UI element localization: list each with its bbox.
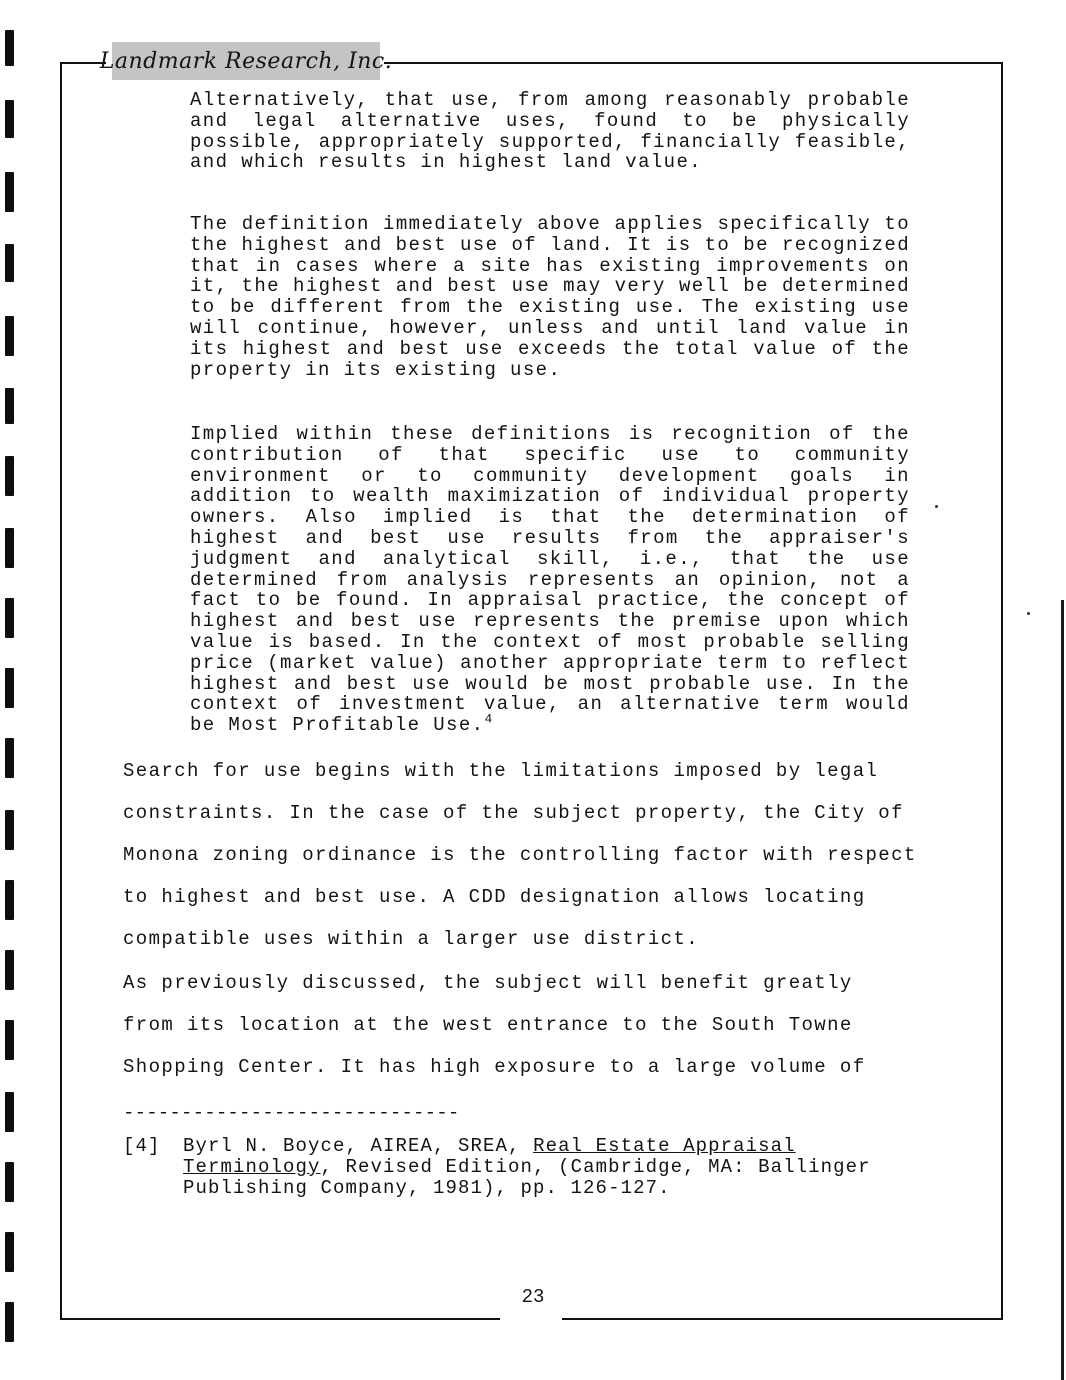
page-number: 23 — [521, 1286, 545, 1308]
definition-note-paragraph: The definition immediately above applies specifically to the highest and best use of land. It is to be recognized that in cases where a site has existing improvements on it, the highest and best use may very well be determined to be different from the existing use. The existing use will continue, however, unless and until land value in its highest and best use exceeds the total value of the property in its existing use. — [190, 213, 910, 381]
binding-hole — [5, 1302, 14, 1342]
scan-speck — [1027, 612, 1030, 615]
body-line: to highest and best use. A CDD designation allows locating — [123, 886, 866, 908]
body-line: Monona zoning ordinance is the controlling factor with respect — [123, 844, 917, 866]
binding-hole — [5, 880, 14, 920]
binding-hole — [5, 30, 14, 66]
footnote-number: [4] — [123, 1135, 161, 1157]
binding-hole — [5, 950, 14, 990]
page-edge-shadow — [1061, 600, 1064, 1380]
implications-text: Implied within these definitions is recognition of the contribution of that specific use to community environment or to community development goals in addition to wealth maximization of individual property owners. Also implied is that the determination of highest and best use results from the appraiser's judgment and analytical skill, i.e., that the use determined from analysis represents an opinion, not a fact to be found. In appraisal practice, the concept of highest and best use represents the premise upon which value is based. In the context of most probable selling price (market value) another appropriate term to reflect highest and best use would be most probable use. In the context of investment value, an alternative term would be Most Profitable Use. — [190, 423, 910, 737]
footnote-citation — [183, 1136, 903, 1199]
binding-hole — [5, 100, 14, 138]
binding-hole — [5, 668, 14, 708]
company-logo — [99, 42, 393, 80]
body-line: from its location at the west entrance to the South Towne — [123, 1014, 853, 1036]
binding-hole — [5, 456, 14, 496]
body-line: constraints. In the case of the subject property, the City of — [123, 802, 904, 824]
frame-border-right — [1001, 62, 1003, 1320]
body-line: Shopping Center. It has high exposure to a large volume of — [123, 1056, 866, 1078]
frame-border-bottom-right — [562, 1318, 1003, 1320]
scan-speck — [935, 505, 938, 508]
binding-hole — [5, 598, 14, 638]
binding-hole — [5, 172, 14, 212]
footnote-title: Real Estate Appraisal Terminology — [183, 1135, 796, 1178]
footnote — [123, 1136, 903, 1199]
binding-hole — [5, 244, 14, 282]
implications-paragraph — [190, 424, 910, 736]
binding-hole — [5, 528, 14, 568]
frame-border-left — [60, 62, 62, 1320]
binding-hole — [5, 1020, 14, 1060]
binding-hole — [5, 810, 14, 850]
frame-border-top-right — [384, 62, 1003, 64]
binding-hole — [5, 1162, 14, 1202]
footnote-author: Byrl N. Boyce, AIREA, SREA, — [183, 1135, 534, 1157]
binding-hole — [5, 388, 14, 424]
binding-hole — [5, 1232, 14, 1272]
definition-paragraph: Alternatively, that use, from among reasonably probable and legal alternative uses, found to be physically possible, appropriately supported, financially feasible, and which results in highest land value. — [190, 89, 910, 174]
footnote-separator: ----------------------------- — [123, 1102, 460, 1124]
footnote-publication: , Revised Edition, (Cambridge, MA: Ballinger Publishing Company, 1981), pp. 126-127. — [183, 1156, 871, 1199]
logo-text: Landmark Research, Inc. — [99, 48, 393, 74]
frame-border-bottom-left — [60, 1318, 500, 1320]
binding-hole — [5, 1092, 14, 1132]
footnote-reference: 4 — [484, 711, 494, 727]
body-line: compatible uses within a larger use district. — [123, 928, 700, 950]
binding-hole — [5, 316, 14, 356]
body-line: Search for use begins with the limitations imposed by legal — [123, 760, 879, 782]
binding-hole — [5, 738, 14, 778]
body-line: As previously discussed, the subject will benefit greatly — [123, 972, 853, 994]
